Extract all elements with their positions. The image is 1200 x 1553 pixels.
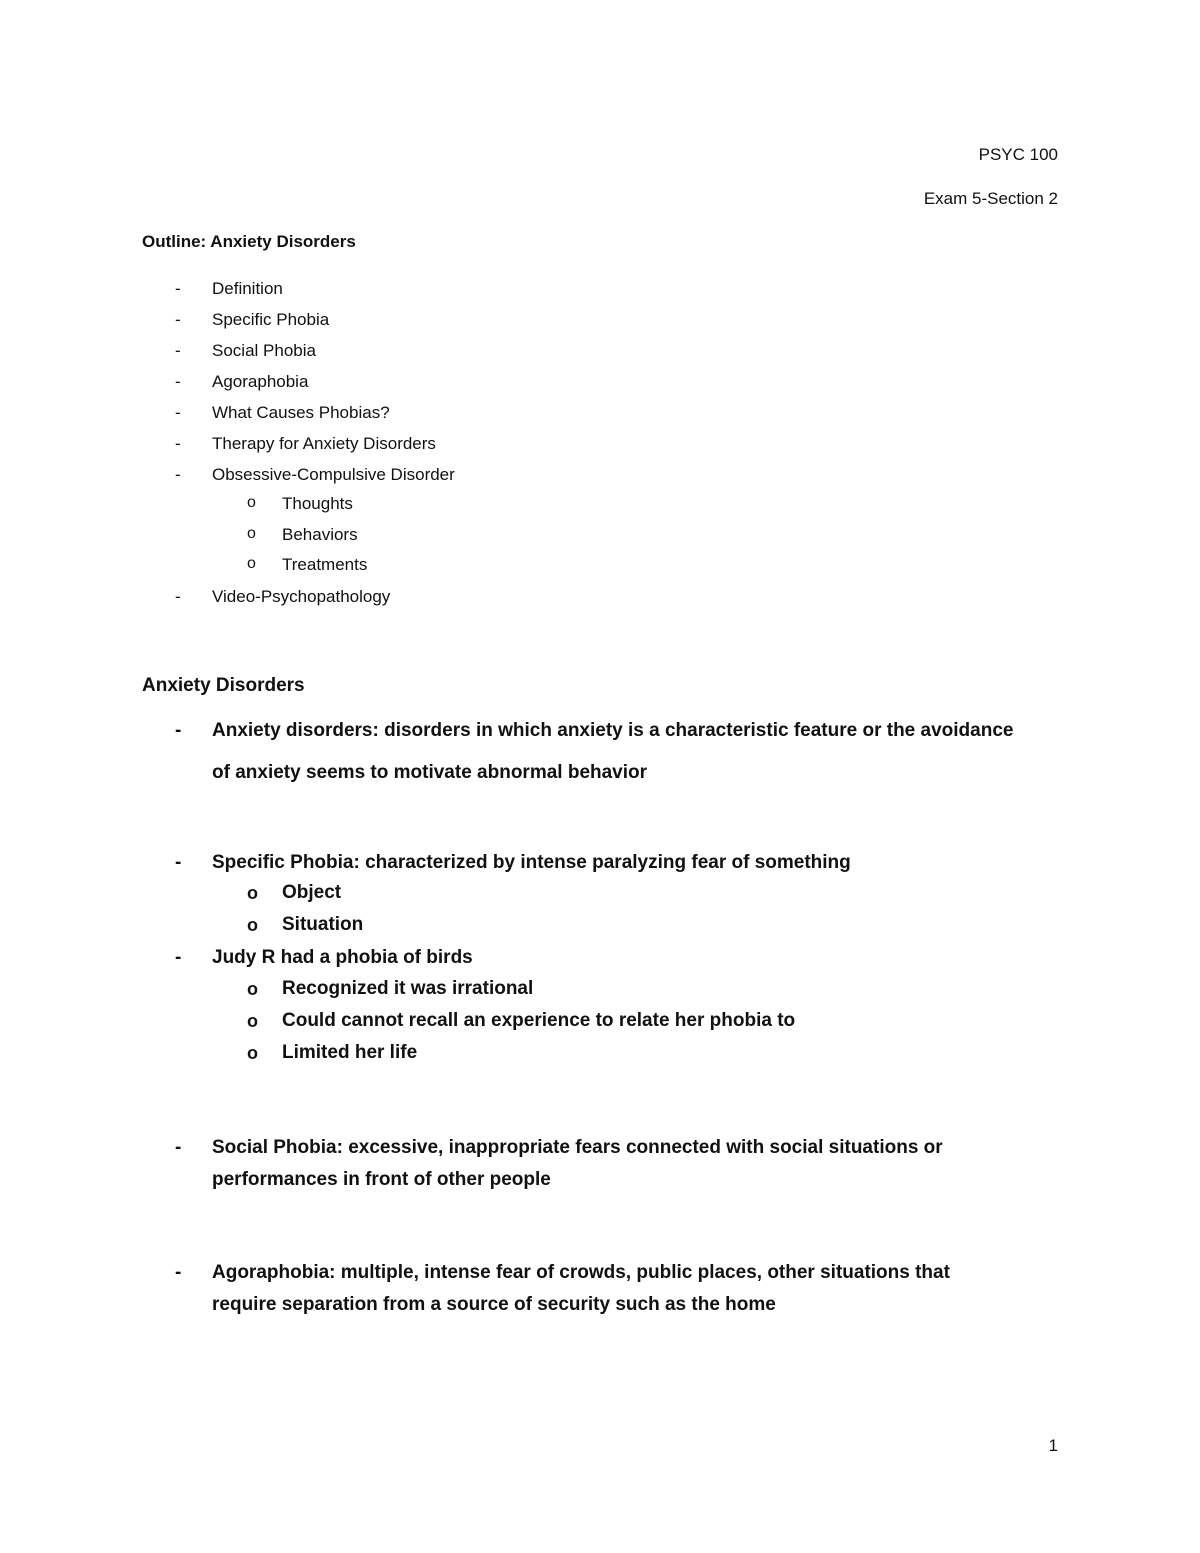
outline-item-social-phobia: Social Phobia	[212, 341, 316, 360]
outline-dash: -	[175, 587, 181, 606]
outline-item-specific-phobia: Specific Phobia	[212, 310, 330, 329]
outline-title: Outline: Anxiety Disorders	[142, 232, 356, 251]
judy-sub-recall: Could cannot recall an experience to relate her phobia to	[282, 1010, 796, 1031]
judy-example: Judy R had a phobia of birds	[212, 947, 473, 968]
outline-dash: -	[175, 434, 181, 453]
outline-subitem-behaviors: Behaviors	[282, 525, 358, 544]
outline-dash: -	[175, 403, 181, 422]
body-sub-bullet: o	[247, 1011, 258, 1031]
outline-item-causes: What Causes Phobias?	[212, 403, 390, 422]
specific-phobia-sub-situation: Situation	[282, 914, 364, 935]
outline-dash: -	[175, 372, 181, 391]
body-dash: -	[175, 720, 182, 741]
body-dash: -	[175, 1137, 182, 1158]
agoraphobia-line-1: Agoraphobia: multiple, intense fear of crowds, public places, other situations that	[212, 1262, 950, 1283]
social-phobia-line-1: Social Phobia: excessive, inappropriate fears connected with social situations or	[212, 1137, 943, 1158]
social-phobia-line-2: performances in front of other people	[212, 1169, 551, 1190]
section-title: Anxiety Disorders	[142, 675, 305, 696]
specific-phobia-sub-object: Object	[282, 882, 342, 903]
body-sub-bullet: o	[247, 915, 258, 935]
body-sub-bullet: o	[247, 979, 258, 999]
exam-section: Exam 5-Section 2	[923, 189, 1058, 208]
course-code: PSYC 100	[978, 145, 1058, 164]
judy-sub-limited: Limited her life	[282, 1042, 418, 1063]
outline-subitem-thoughts: Thoughts	[282, 494, 353, 513]
anxiety-definition-line-2: of anxiety seems to motivate abnormal behavior	[212, 762, 648, 783]
outline-item-ocd: Obsessive-Compulsive Disorder	[212, 465, 455, 484]
outline-sub-bullet: o	[247, 525, 256, 542]
outline-item-definition: Definition	[212, 279, 283, 298]
body-dash: -	[175, 1262, 182, 1283]
body-dash: -	[175, 947, 182, 968]
body-dash: -	[175, 852, 182, 873]
agoraphobia-line-2: require separation from a source of security such as the home	[212, 1294, 776, 1315]
anxiety-definition-line-1: Anxiety disorders: disorders in which anxiety is a characteristic feature or the avoidance	[212, 720, 1014, 741]
outline-item-video: Video-Psychopathology	[212, 587, 391, 606]
body-sub-bullet: o	[247, 1043, 258, 1063]
outline-sub-bullet: o	[247, 555, 256, 572]
outline-item-agoraphobia: Agoraphobia	[212, 372, 309, 391]
specific-phobia-definition: Specific Phobia: characterized by intense paralyzing fear of something	[212, 852, 851, 873]
outline-item-therapy: Therapy for Anxiety Disorders	[212, 434, 436, 453]
outline-sub-bullet: o	[247, 494, 256, 511]
body-sub-bullet: o	[247, 883, 258, 903]
page-number: 1	[1048, 1436, 1058, 1455]
outline-dash: -	[175, 310, 181, 329]
outline-dash: -	[175, 341, 181, 360]
outline-subitem-treatments: Treatments	[282, 555, 368, 574]
outline-dash: -	[175, 279, 181, 298]
judy-sub-irrational: Recognized it was irrational	[282, 978, 534, 999]
outline-dash: -	[175, 465, 181, 484]
